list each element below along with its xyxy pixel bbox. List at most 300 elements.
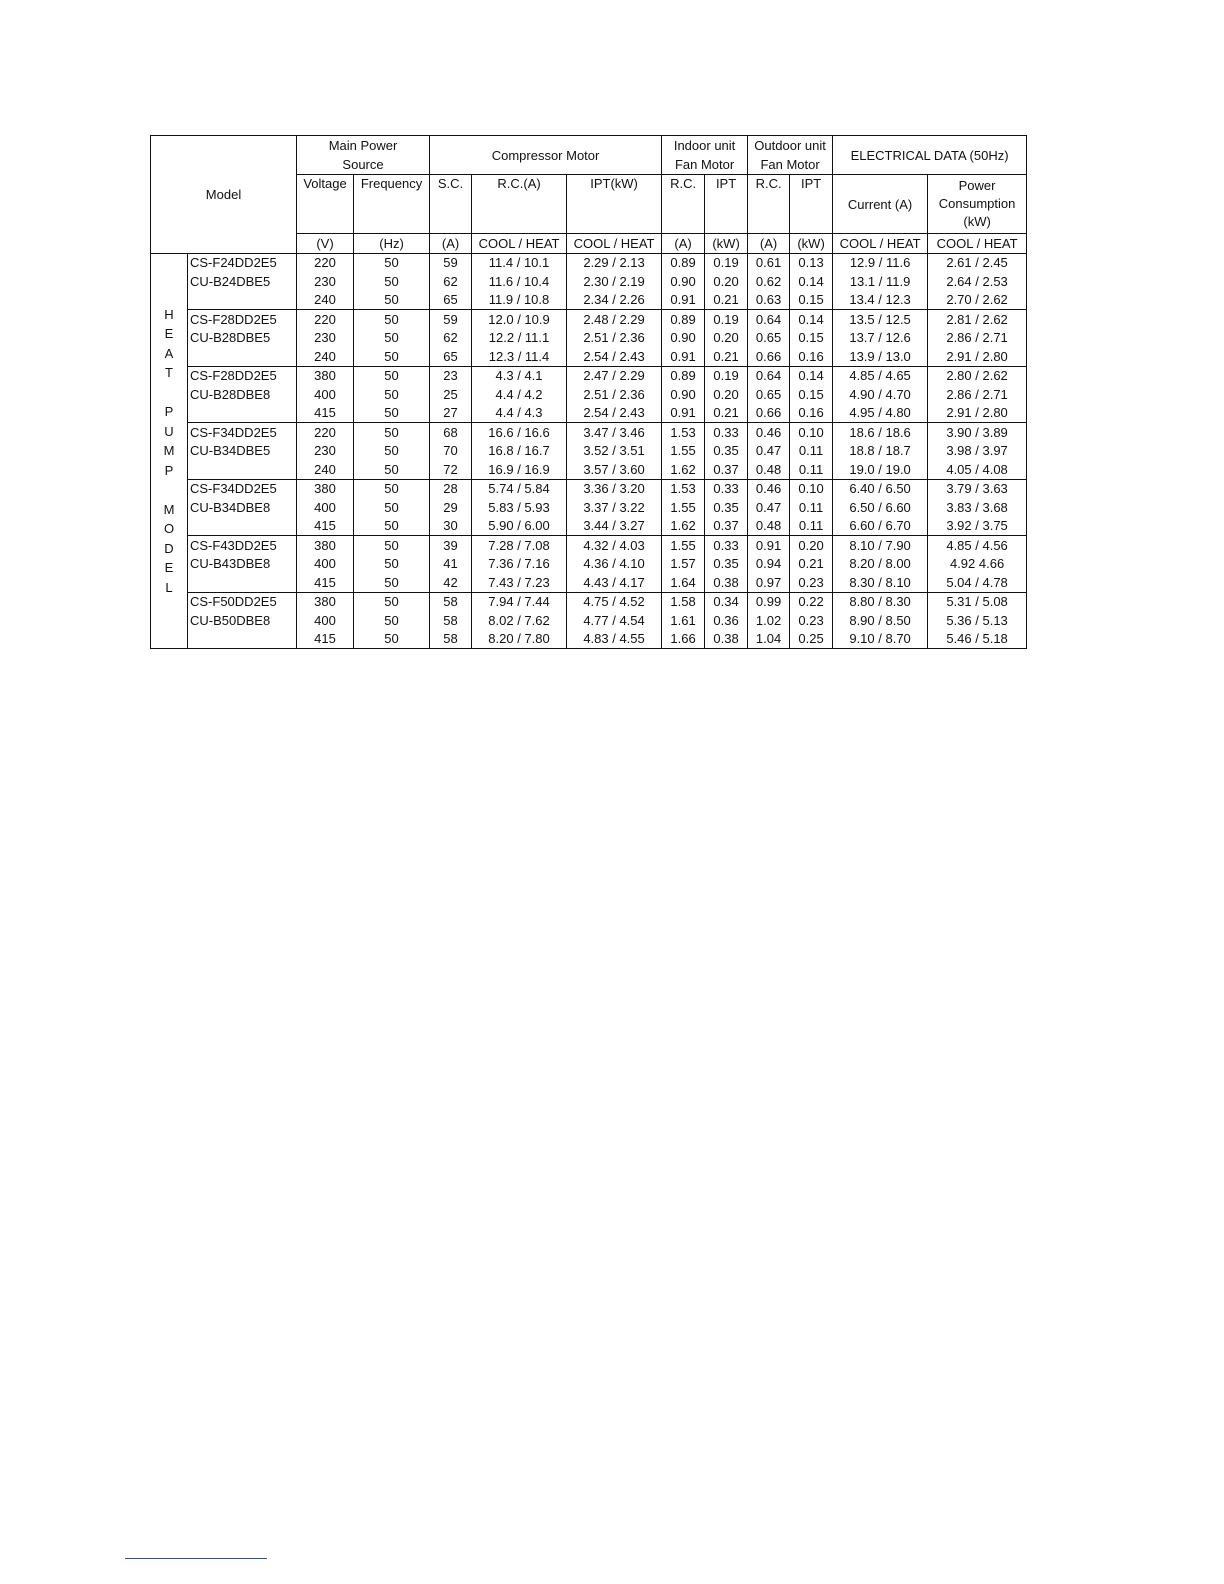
data-cell: 1.58 xyxy=(662,592,705,611)
data-cell: 0.20 xyxy=(705,385,748,404)
data-cell: 415 xyxy=(297,630,354,649)
header-indoor-fan-motor xyxy=(662,136,748,175)
data-cell: 0.13 xyxy=(790,253,833,272)
table-row xyxy=(151,573,1027,592)
data-cell: 13.4 / 12.3 xyxy=(833,291,928,310)
data-cell: 0.34 xyxy=(705,592,748,611)
data-cell: 3.37 / 3.22 xyxy=(567,498,662,517)
data-cell: 0.61 xyxy=(748,253,790,272)
data-cell: 3.79 / 3.63 xyxy=(928,479,1027,498)
data-cell: 1.55 xyxy=(662,442,705,461)
data-cell: 1.02 xyxy=(748,611,790,630)
unit-cell: COOL / HEAT xyxy=(928,234,1027,254)
data-cell: 50 xyxy=(354,366,430,385)
data-cell: 4.77 / 4.54 xyxy=(567,611,662,630)
header-outdoor-line2: Fan Motor xyxy=(760,157,820,172)
data-cell: 1.62 xyxy=(662,517,705,536)
data-cell: 4.4 / 4.3 xyxy=(472,404,567,423)
table-row xyxy=(151,385,1027,404)
model-name-cell: CS-F34DD2E5 xyxy=(188,479,297,498)
data-cell: 5.46 / 5.18 xyxy=(928,630,1027,649)
data-cell: 25 xyxy=(430,385,472,404)
data-cell: 0.10 xyxy=(790,479,833,498)
header-indoor-line1: Indoor unit xyxy=(673,138,736,153)
table-row xyxy=(151,611,1027,630)
data-cell: 8.10 / 7.90 xyxy=(833,536,928,555)
header-electrical-data: ELECTRICAL DATA (50Hz) xyxy=(833,136,1027,175)
data-cell: 2.86 / 2.71 xyxy=(928,385,1027,404)
data-cell: 0.94 xyxy=(748,555,790,574)
data-cell: 50 xyxy=(354,385,430,404)
data-cell: 0.65 xyxy=(748,329,790,348)
data-cell: 0.91 xyxy=(662,404,705,423)
table-row xyxy=(151,272,1027,291)
data-cell: 12.9 / 11.6 xyxy=(833,253,928,272)
data-cell: 220 xyxy=(297,253,354,272)
header-voltage: Voltage xyxy=(297,175,354,234)
data-cell: 58 xyxy=(430,592,472,611)
electrical-data-table xyxy=(150,135,1027,649)
data-cell: 3.98 / 3.97 xyxy=(928,442,1027,461)
data-cell: 41 xyxy=(430,555,472,574)
data-cell: 50 xyxy=(354,573,430,592)
data-cell: 0.11 xyxy=(790,460,833,479)
data-cell: 0.89 xyxy=(662,310,705,329)
model-name-cell: CS-F28DD2E5 xyxy=(188,366,297,385)
data-cell: 220 xyxy=(297,423,354,442)
header-main-power-line1: Main Power xyxy=(328,138,398,153)
data-cell: 0.36 xyxy=(705,611,748,630)
data-cell: 2.48 / 2.29 xyxy=(567,310,662,329)
data-cell: 1.55 xyxy=(662,536,705,555)
unit-cell: (kW) xyxy=(790,234,833,254)
data-cell: 4.85 / 4.65 xyxy=(833,366,928,385)
data-cell: 8.02 / 7.62 xyxy=(472,611,567,630)
model-name-cell: CS-F50DD2E5 xyxy=(188,592,297,611)
data-cell: 3.36 / 3.20 xyxy=(567,479,662,498)
data-cell: 0.91 xyxy=(662,291,705,310)
data-cell: 4.05 / 4.08 xyxy=(928,460,1027,479)
data-cell: 0.91 xyxy=(748,536,790,555)
data-cell: 59 xyxy=(430,253,472,272)
data-cell: 1.55 xyxy=(662,498,705,517)
data-cell: 50 xyxy=(354,498,430,517)
data-cell: 50 xyxy=(354,555,430,574)
data-cell: 2.70 / 2.62 xyxy=(928,291,1027,310)
data-cell: 8.30 / 8.10 xyxy=(833,573,928,592)
data-cell: 4.90 / 4.70 xyxy=(833,385,928,404)
data-cell: 5.90 / 6.00 xyxy=(472,517,567,536)
data-cell: 7.28 / 7.08 xyxy=(472,536,567,555)
data-cell: 8.90 / 8.50 xyxy=(833,611,928,630)
data-cell: 1.53 xyxy=(662,479,705,498)
unit-cell: COOL / HEAT xyxy=(833,234,928,254)
data-cell: 2.64 / 2.53 xyxy=(928,272,1027,291)
data-cell: 4.75 / 4.52 xyxy=(567,592,662,611)
data-cell: 11.6 / 10.4 xyxy=(472,272,567,291)
data-cell: 0.89 xyxy=(662,366,705,385)
data-cell: 42 xyxy=(430,573,472,592)
data-cell: 7.43 / 7.23 xyxy=(472,573,567,592)
data-cell: 240 xyxy=(297,460,354,479)
data-cell: 12.3 / 11.4 xyxy=(472,347,567,366)
data-cell: 59 xyxy=(430,310,472,329)
data-cell: 0.21 xyxy=(705,347,748,366)
model-name-cell: CU-B24DBE5 xyxy=(188,272,297,291)
data-cell: 0.63 xyxy=(748,291,790,310)
data-cell: 0.14 xyxy=(790,310,833,329)
data-cell: 3.92 / 3.75 xyxy=(928,517,1027,536)
data-cell: 62 xyxy=(430,329,472,348)
data-cell: 16.9 / 16.9 xyxy=(472,460,567,479)
data-cell: 0.14 xyxy=(790,272,833,291)
table-header xyxy=(151,136,1027,254)
data-cell: 3.57 / 3.60 xyxy=(567,460,662,479)
data-cell: 0.35 xyxy=(705,498,748,517)
data-cell: 0.33 xyxy=(705,423,748,442)
table-row xyxy=(151,536,1027,555)
data-cell: 50 xyxy=(354,423,430,442)
data-cell: 11.4 / 10.1 xyxy=(472,253,567,272)
data-cell: 18.6 / 18.6 xyxy=(833,423,928,442)
data-cell: 2.51 / 2.36 xyxy=(567,385,662,404)
data-cell: 0.11 xyxy=(790,442,833,461)
data-cell: 4.43 / 4.17 xyxy=(567,573,662,592)
data-cell: 8.20 / 7.80 xyxy=(472,630,567,649)
data-cell: 0.33 xyxy=(705,536,748,555)
table-row xyxy=(151,347,1027,366)
data-cell: 0.11 xyxy=(790,498,833,517)
unit-cell: (V) xyxy=(297,234,354,254)
model-name-cell: CU-B28DBE5 xyxy=(188,329,297,348)
table-row xyxy=(151,423,1027,442)
table-row xyxy=(151,310,1027,329)
model-name-cell xyxy=(188,460,297,479)
data-cell: 0.38 xyxy=(705,573,748,592)
data-cell: 2.30 / 2.19 xyxy=(567,272,662,291)
data-cell: 5.04 / 4.78 xyxy=(928,573,1027,592)
data-cell: 12.2 / 11.1 xyxy=(472,329,567,348)
data-cell: 240 xyxy=(297,291,354,310)
data-cell: 0.99 xyxy=(748,592,790,611)
data-cell: 0.64 xyxy=(748,366,790,385)
header-outdoor-ipt: IPT xyxy=(790,175,833,234)
data-cell: 50 xyxy=(354,404,430,423)
header-indoor-ipt: IPT xyxy=(705,175,748,234)
data-cell: 0.23 xyxy=(790,573,833,592)
header-power-line1: Power xyxy=(958,178,996,193)
data-cell: 0.48 xyxy=(748,517,790,536)
data-cell: 0.15 xyxy=(790,385,833,404)
data-cell: 0.90 xyxy=(662,272,705,291)
data-cell: 0.64 xyxy=(748,310,790,329)
data-cell: 2.54 / 2.43 xyxy=(567,404,662,423)
data-cell: 4.95 / 4.80 xyxy=(833,404,928,423)
data-cell: 2.29 / 2.13 xyxy=(567,253,662,272)
model-name-cell: CU-B50DBE8 xyxy=(188,611,297,630)
unit-cell: (kW) xyxy=(705,234,748,254)
header-main-power xyxy=(297,136,430,175)
data-cell: 0.14 xyxy=(790,366,833,385)
data-cell: 0.25 xyxy=(790,630,833,649)
data-cell: 5.74 / 5.84 xyxy=(472,479,567,498)
table-row xyxy=(151,479,1027,498)
table-row xyxy=(151,517,1027,536)
model-name-cell xyxy=(188,291,297,310)
data-cell: 0.47 xyxy=(748,498,790,517)
table-row xyxy=(151,630,1027,649)
data-cell: 2.91 / 2.80 xyxy=(928,404,1027,423)
table-row xyxy=(151,253,1027,272)
data-cell: 0.15 xyxy=(790,329,833,348)
data-cell: 0.66 xyxy=(748,404,790,423)
data-cell: 4.32 / 4.03 xyxy=(567,536,662,555)
data-cell: 0.35 xyxy=(705,555,748,574)
data-cell: 0.20 xyxy=(790,536,833,555)
data-cell: 0.46 xyxy=(748,479,790,498)
data-cell: 50 xyxy=(354,442,430,461)
data-cell: 16.8 / 16.7 xyxy=(472,442,567,461)
data-cell: 8.80 / 8.30 xyxy=(833,592,928,611)
data-cell: 2.54 / 2.43 xyxy=(567,347,662,366)
data-cell: 0.48 xyxy=(748,460,790,479)
data-cell: 0.21 xyxy=(705,291,748,310)
unit-cell: (A) xyxy=(430,234,472,254)
data-cell: 18.8 / 18.7 xyxy=(833,442,928,461)
data-cell: 70 xyxy=(430,442,472,461)
data-cell: 0.19 xyxy=(705,366,748,385)
table-row xyxy=(151,498,1027,517)
data-cell: 0.16 xyxy=(790,404,833,423)
header-model-label: Model xyxy=(205,186,242,202)
data-cell: 6.60 / 6.70 xyxy=(833,517,928,536)
data-cell: 19.0 / 19.0 xyxy=(833,460,928,479)
data-cell: 380 xyxy=(297,592,354,611)
data-cell: 0.37 xyxy=(705,460,748,479)
table-row xyxy=(151,442,1027,461)
model-name-cell xyxy=(188,630,297,649)
data-cell: 5.83 / 5.93 xyxy=(472,498,567,517)
data-cell: 13.5 / 12.5 xyxy=(833,310,928,329)
data-cell: 13.7 / 12.6 xyxy=(833,329,928,348)
data-cell: 0.65 xyxy=(748,385,790,404)
data-cell: 50 xyxy=(354,592,430,611)
data-cell: 400 xyxy=(297,555,354,574)
data-cell: 400 xyxy=(297,611,354,630)
header-outdoor-line1: Outdoor unit xyxy=(754,138,826,153)
data-cell: 5.31 / 5.08 xyxy=(928,592,1027,611)
data-cell: 1.61 xyxy=(662,611,705,630)
data-cell: 0.11 xyxy=(790,517,833,536)
data-cell: 62 xyxy=(430,272,472,291)
data-cell: 13.9 / 13.0 xyxy=(833,347,928,366)
data-cell: 4.83 / 4.55 xyxy=(567,630,662,649)
data-cell: 380 xyxy=(297,479,354,498)
data-cell: 400 xyxy=(297,498,354,517)
data-cell: 58 xyxy=(430,630,472,649)
data-cell: 400 xyxy=(297,385,354,404)
model-name-cell xyxy=(188,573,297,592)
data-cell: 6.50 / 6.60 xyxy=(833,498,928,517)
footnote-rule xyxy=(125,1558,267,1559)
model-name-cell: CS-F43DD2E5 xyxy=(188,536,297,555)
data-cell: 50 xyxy=(354,310,430,329)
data-cell: 50 xyxy=(354,630,430,649)
data-cell: 23 xyxy=(430,366,472,385)
data-cell: 0.19 xyxy=(705,253,748,272)
data-cell: 28 xyxy=(430,479,472,498)
data-cell: 39 xyxy=(430,536,472,555)
data-cell: 50 xyxy=(354,460,430,479)
data-cell: 2.47 / 2.29 xyxy=(567,366,662,385)
data-cell: 50 xyxy=(354,272,430,291)
data-cell: 0.21 xyxy=(790,555,833,574)
data-cell: 2.34 / 2.26 xyxy=(567,291,662,310)
data-cell: 3.47 / 3.46 xyxy=(567,423,662,442)
data-cell: 0.16 xyxy=(790,347,833,366)
data-cell: 2.61 / 2.45 xyxy=(928,253,1027,272)
header-power-line3: (kW) xyxy=(963,214,991,229)
data-cell: 65 xyxy=(430,347,472,366)
data-cell: 2.81 / 2.62 xyxy=(928,310,1027,329)
data-cell: 2.86 / 2.71 xyxy=(928,329,1027,348)
data-cell: 0.89 xyxy=(662,253,705,272)
model-name-cell xyxy=(188,517,297,536)
data-cell: 0.47 xyxy=(748,442,790,461)
header-current-a: Current (A) xyxy=(833,175,928,234)
data-cell: 0.62 xyxy=(748,272,790,291)
header-sc: S.C. xyxy=(430,175,472,234)
data-cell: 3.90 / 3.89 xyxy=(928,423,1027,442)
data-cell: 1.53 xyxy=(662,423,705,442)
data-cell: 1.62 xyxy=(662,460,705,479)
heat-pump-model-label: H E A T P U M P M O D E L xyxy=(151,253,188,649)
model-name-cell: CS-F24DD2E5 xyxy=(188,253,297,272)
data-cell: 12.0 / 10.9 xyxy=(472,310,567,329)
data-cell: 1.57 xyxy=(662,555,705,574)
data-cell: 4.4 / 4.2 xyxy=(472,385,567,404)
data-cell: 0.90 xyxy=(662,385,705,404)
unit-cell: COOL / HEAT xyxy=(567,234,662,254)
data-cell: 50 xyxy=(354,253,430,272)
model-name-cell: CU-B34DBE8 xyxy=(188,498,297,517)
data-cell: 415 xyxy=(297,573,354,592)
header-compressor-motor: Compressor Motor xyxy=(430,136,662,175)
data-cell: 0.91 xyxy=(662,347,705,366)
model-name-cell: CS-F34DD2E5 xyxy=(188,423,297,442)
data-cell: 50 xyxy=(354,291,430,310)
data-cell: 50 xyxy=(354,536,430,555)
data-cell: 220 xyxy=(297,310,354,329)
header-main-power-line2: Source xyxy=(342,157,384,172)
data-cell: 50 xyxy=(354,479,430,498)
data-cell: 4.3 / 4.1 xyxy=(472,366,567,385)
model-name-cell: CU-B34DBE5 xyxy=(188,442,297,461)
data-cell: 3.83 / 3.68 xyxy=(928,498,1027,517)
data-cell: 0.46 xyxy=(748,423,790,442)
data-cell: 240 xyxy=(297,347,354,366)
unit-cell: COOL / HEAT xyxy=(472,234,567,254)
data-cell: 58 xyxy=(430,611,472,630)
data-cell: 2.80 / 2.62 xyxy=(928,366,1027,385)
data-cell: 0.15 xyxy=(790,291,833,310)
model-name-cell: CS-F28DD2E5 xyxy=(188,310,297,329)
header-ipt-kw: IPT(kW) xyxy=(567,175,662,234)
data-cell: 50 xyxy=(354,611,430,630)
data-cell: 3.44 / 3.27 xyxy=(567,517,662,536)
data-cell: 9.10 / 8.70 xyxy=(833,630,928,649)
header-model xyxy=(151,136,297,254)
table-row xyxy=(151,329,1027,348)
data-cell: 0.21 xyxy=(705,404,748,423)
header-rc-a: R.C.(A) xyxy=(472,175,567,234)
data-cell: 0.33 xyxy=(705,479,748,498)
data-cell: 0.90 xyxy=(662,329,705,348)
data-cell: 50 xyxy=(354,347,430,366)
data-cell: 29 xyxy=(430,498,472,517)
data-cell: 1.64 xyxy=(662,573,705,592)
model-name-cell: CU-B43DBE8 xyxy=(188,555,297,574)
data-cell: 0.19 xyxy=(705,310,748,329)
data-cell: 0.35 xyxy=(705,442,748,461)
header-outdoor-fan-motor xyxy=(748,136,833,175)
data-cell: 0.10 xyxy=(790,423,833,442)
model-name-cell: CU-B28DBE8 xyxy=(188,385,297,404)
data-cell: 380 xyxy=(297,366,354,385)
data-cell: 415 xyxy=(297,517,354,536)
data-cell: 50 xyxy=(354,329,430,348)
header-outdoor-rc: R.C. xyxy=(748,175,790,234)
unit-cell: (A) xyxy=(662,234,705,254)
data-cell: 0.37 xyxy=(705,517,748,536)
data-cell: 1.04 xyxy=(748,630,790,649)
data-cell: 4.85 / 4.56 xyxy=(928,536,1027,555)
data-cell: 3.52 / 3.51 xyxy=(567,442,662,461)
header-frequency: Frequency xyxy=(354,175,430,234)
unit-cell: (A) xyxy=(748,234,790,254)
model-name-cell xyxy=(188,404,297,423)
data-cell: 2.91 / 2.80 xyxy=(928,347,1027,366)
table-row xyxy=(151,366,1027,385)
data-cell: 0.20 xyxy=(705,329,748,348)
data-cell: 0.97 xyxy=(748,573,790,592)
data-cell: 13.1 / 11.9 xyxy=(833,272,928,291)
unit-cell: (Hz) xyxy=(354,234,430,254)
data-cell: 2.51 / 2.36 xyxy=(567,329,662,348)
table-row xyxy=(151,592,1027,611)
header-indoor-rc: R.C. xyxy=(662,175,705,234)
data-cell: 27 xyxy=(430,404,472,423)
data-cell: 4.92 4.66 xyxy=(928,555,1027,574)
data-cell: 7.94 / 7.44 xyxy=(472,592,567,611)
data-cell: 5.36 / 5.13 xyxy=(928,611,1027,630)
table-row xyxy=(151,460,1027,479)
data-cell: 16.6 / 16.6 xyxy=(472,423,567,442)
data-cell: 65 xyxy=(430,291,472,310)
data-cell: 0.22 xyxy=(790,592,833,611)
table-body xyxy=(151,253,1027,649)
data-cell: 230 xyxy=(297,272,354,291)
data-cell: 380 xyxy=(297,536,354,555)
data-cell: 0.66 xyxy=(748,347,790,366)
data-cell: 7.36 / 7.16 xyxy=(472,555,567,574)
header-power-consumption xyxy=(928,175,1027,234)
data-cell: 6.40 / 6.50 xyxy=(833,479,928,498)
table-row xyxy=(151,555,1027,574)
header-indoor-line2: Fan Motor xyxy=(674,157,735,172)
data-cell: 230 xyxy=(297,329,354,348)
data-cell: 30 xyxy=(430,517,472,536)
